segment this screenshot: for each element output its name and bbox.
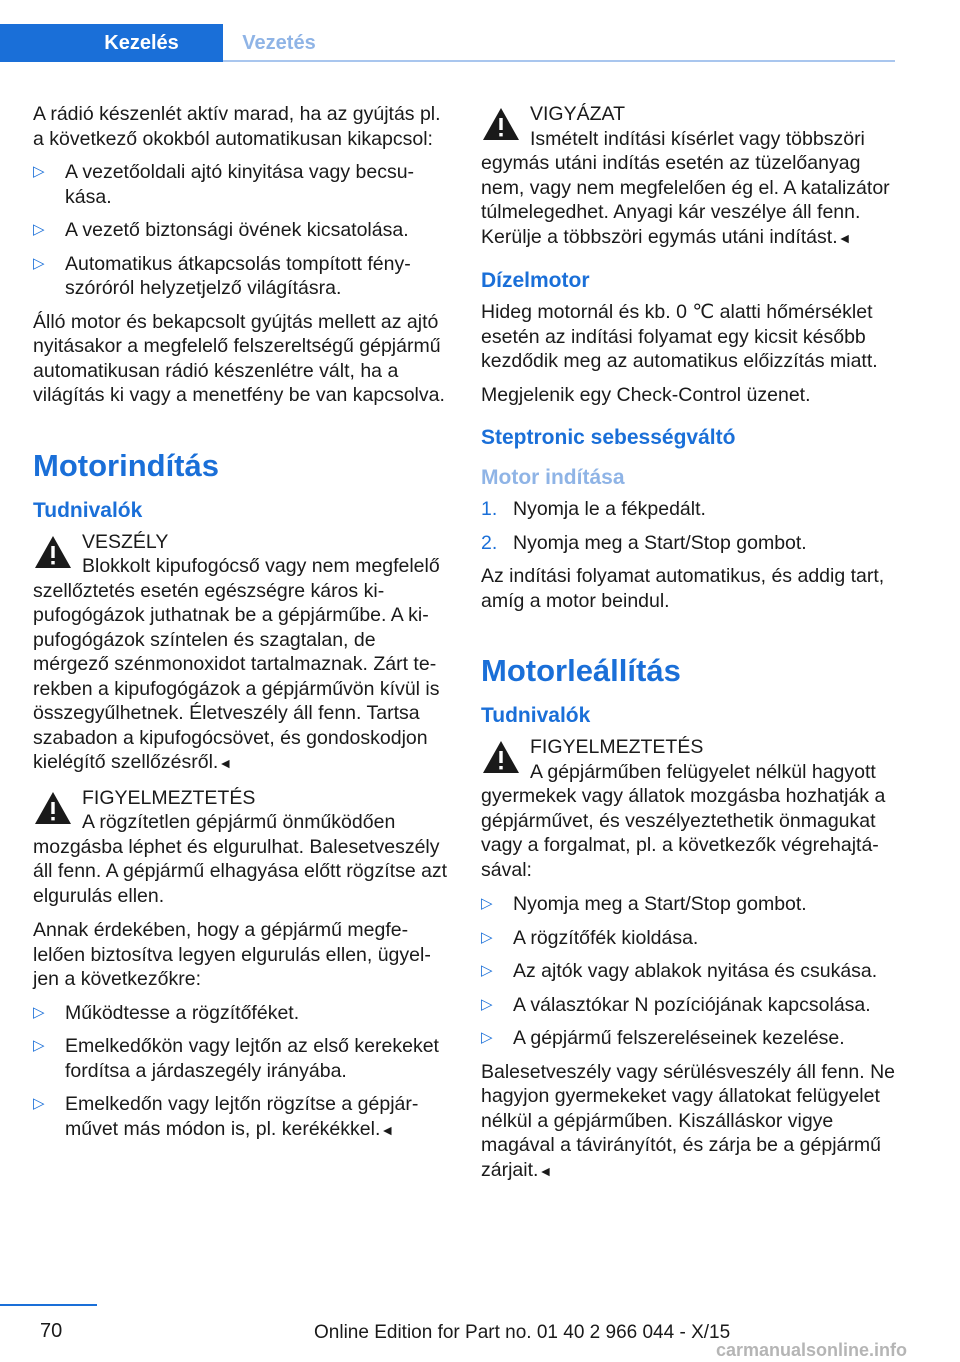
edition-footer: Online Edition for Part no. 01 40 2 966 044 - X/15 <box>314 1322 731 1343</box>
subheading-motor-inditasa: Motor indítása <box>481 466 625 489</box>
end-mark: ◄ <box>380 1121 395 1138</box>
right-column <box>481 102 897 1192</box>
step-item: 1. Nyomja le a fékpedált. <box>481 498 706 520</box>
list-item: ▷ A rögzítőfék kioldása. <box>481 926 897 951</box>
warning-triangle-icon <box>33 534 73 570</box>
tab-kezeles[interactable]: Kezelés <box>0 24 223 62</box>
intro-list <box>33 160 449 301</box>
start-steps-list <box>481 497 897 555</box>
warning-triangle-icon <box>481 106 521 142</box>
list-item: ▷ Nyomja meg a Start/Stop gombot. <box>481 892 897 917</box>
warning-text: A rögzítetlen gépjármű önműködően mozgásba léphet és elgurulhat. Balesetveszély áll fenn. A gépjármű elhagyása előtt rögzítse azt elgurulás ellen. <box>33 811 448 907</box>
accident-risk-paragraph: Balesetveszély vagy sérülésveszély áll fenn. Ne hagyjon gyermekeket vagy állatokat felügyelet nélkül a gépjárműben. Kiszálláskor vigye magával a távirányítót, és zárja be a gépjármű zárjait.◄ <box>481 1060 896 1181</box>
hazard-actions-list <box>481 892 897 1051</box>
diesel-paragraph: Hideg motornál és kb. 0 ℃ alatti hőmérséklet esetén az indítási folyamat egy kicsit később kezdődik meg az automatikus előizzítás miatt. <box>481 301 878 372</box>
radio-standby-paragraph: Álló motor és bekapcsolt gyújtás mellett az ajtó nyitásakor a megfelelő felszereltségű gépjármű automatikusan rádió készenlétre vált, ha a világítás ki vagy a menetfény be van kapcsolva. <box>33 310 445 406</box>
start-paragraph: Az indítási folyamat automatikus, és addig tart, amíg a motor beindul. <box>481 565 885 612</box>
list-item: ▷ A vezetőoldali ajtó kinyitása vagy becsukása. <box>33 160 449 209</box>
list-item: ▷ A választókar N pozíciójának kapcsolása. <box>481 993 897 1018</box>
warning-block-children <box>481 735 897 882</box>
rollaway-paragraph: Annak érdekében, hogy a gépjármű megfelelően biztosítva legyen elgurulás ellen, ügyeljen a következőkre: <box>33 919 431 990</box>
end-mark: ◄ <box>538 1162 553 1179</box>
warning-block-danger <box>33 530 449 776</box>
warning-text: Blokkolt kipufogócső vagy nem megfelelő szellőztetés esetén egészségre káros kipufogógázok juthatnak be a gépjárműbe. A kipufogógázok színtelen és szagtalan, de mérgező szénmonoxidot tartalmaznak. Zárt terekben a kipufogógázok a gépjárművön kívül is összegyűlhetnek. Életveszély áll fenn. Tartsa szabadon a kipufogócsövet, és gondoskodjon kielégítő szellőzésről. <box>33 555 440 773</box>
section-heading-motorinditas: Motorindítás <box>33 447 219 483</box>
warning-block-notice <box>481 102 897 250</box>
watermark: carmanualsonline.info <box>716 1340 908 1360</box>
warning-title: FIGYELMEZTETÉS <box>82 786 256 809</box>
intro-paragraph: A rádió készenlét aktív marad, ha az gyújtás pl. a következő okokból automatikusan kikapcsol: <box>33 103 441 150</box>
check-control-paragraph: Megjelenik egy Check-Control üzenet. <box>481 383 811 406</box>
subheading-steptronic: Steptronic sebességváltó <box>481 426 736 449</box>
list-item: ▷ Emelkedőkön vagy lejtőn az első kerekeket fordítsa a járdaszegély irányába. <box>33 1034 449 1083</box>
warning-triangle-icon <box>481 739 521 775</box>
warning-title: FIGYELMEZTETÉS <box>530 736 704 758</box>
subheading-dizelmotor: Dízelmotor <box>481 269 590 292</box>
chapter-tabs <box>0 24 895 62</box>
list-item: ▷ A vezető biztonsági övének kicsatolása. <box>33 218 449 243</box>
warning-block-caution <box>33 786 449 909</box>
warning-text: Ismételt indítási kísérlet vagy többszöri egymás utáni indítás esetén az tüzelőanyag nem, vagy nem megfelelően ég el. A katalizátor túlmelegedhet. Anyagi kár veszélye áll fenn. Kerülje a többszöri egymás utáni indítást. <box>481 127 890 248</box>
warning-text: A gépjárműben felügyelet nélkül hagyott gyermekek vagy állatok mozgásba hozhatják a gépjárművet, és veszélyeztethetik önmagukat vagy a forgalmat, pl. a következők végrehajtásával: <box>481 760 886 881</box>
page-number: 70 <box>40 1320 63 1342</box>
list-item: ▷ Emelkedőn vagy lejtőn rögzítse a gépjárművet más módon is, pl. kerékékkel.◄ <box>33 1092 449 1142</box>
left-column <box>33 102 449 1151</box>
section-heading-motorleallitas: Motorleállítás <box>481 653 681 688</box>
list-item: ▷ Az ajtók vagy ablakok nyitása és csukása. <box>481 959 897 984</box>
list-item: ▷ Automatikus átkapcsolás tompított fényszóróról helyzetjelző világításra. <box>33 252 449 301</box>
tab-vezetes[interactable]: Vezetés <box>242 31 316 54</box>
subheading-tudnivalok: Tudnivalók <box>33 498 143 522</box>
subheading-tudnivalok: Tudnivalók <box>481 704 591 727</box>
list-item: ▷ Működtesse a rögzítőféket. <box>33 1001 449 1026</box>
end-mark: ◄ <box>218 755 233 771</box>
footer-rule <box>0 1304 97 1306</box>
rollaway-list <box>33 1001 449 1143</box>
warning-title: VIGYÁZAT <box>530 103 625 125</box>
warning-triangle-icon <box>33 790 73 826</box>
warning-title: VESZÉLY <box>82 530 169 553</box>
end-mark: ◄ <box>837 229 852 246</box>
tab-underline <box>223 60 895 62</box>
step-item: 2. Nyomja meg a Start/Stop gombot. <box>481 531 807 554</box>
list-item: ▷ A gépjármű felszereléseinek kezelése. <box>481 1026 897 1051</box>
